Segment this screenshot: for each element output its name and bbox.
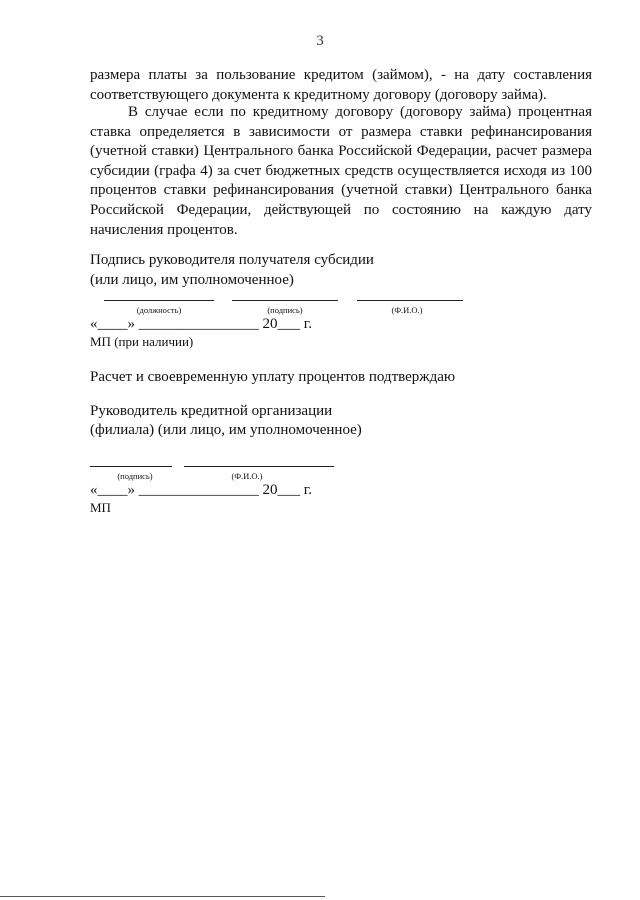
bank-name-signature-line — [184, 466, 334, 467]
bank-signature-title: Руководитель кредитной организации — [90, 403, 333, 419]
recipient-date-line: «____» ________________ 20___ г. — [90, 316, 312, 332]
signature-line — [232, 300, 338, 301]
name-signature-line — [357, 300, 463, 301]
bank-stamp-note: МП — [90, 500, 111, 515]
recipient-signature-title: Подпись руководителя получателя субсидии — [90, 252, 374, 268]
position-signature-line — [104, 300, 214, 301]
bank-signature-subtitle: (филиала) (или лицо, им уполномоченное) — [90, 422, 362, 438]
signature-caption: (подпись) — [267, 305, 303, 315]
paragraph-rate-date: размера платы за пользование кредитом (займом), - на дату составления соответствующего документа к кредитному договору (договору займа). — [90, 67, 592, 103]
recipient-signature-subtitle: (или лицо, им уполномоченное) — [90, 272, 294, 288]
bank-name-caption: (Ф.И.О.) — [231, 471, 263, 481]
bank-signature-line — [90, 466, 172, 467]
bank-signature-caption: (подпись) — [117, 471, 153, 481]
footer-rule — [0, 896, 325, 897]
paragraph-refinancing-rate: В случае если по кредитному договору (договору займа) процентная ставка определяется в зависимости от размера ставки рефинансирования (учетной ставки) Центрального банка Российской Федерации, расчет размера субсидии (графа 4) за счет бюджетных средств осуществляется исходя из 100 процентов ставки рефинансирования (учетной ставки) Центрального банка Российской Федерации, действующей по состоянию на каждую дату начисления процентов. — [90, 104, 592, 238]
page-number: 3 — [316, 33, 324, 49]
recipient-stamp-note: МП (при наличии) — [90, 334, 194, 349]
position-caption: (должность) — [136, 305, 182, 315]
confirmation-text: Расчет и своевременную уплату процентов подтверждаю — [90, 369, 456, 385]
bank-date-line: «____» ________________ 20___ г. — [90, 482, 312, 498]
name-caption: (Ф.И.О.) — [391, 305, 423, 315]
